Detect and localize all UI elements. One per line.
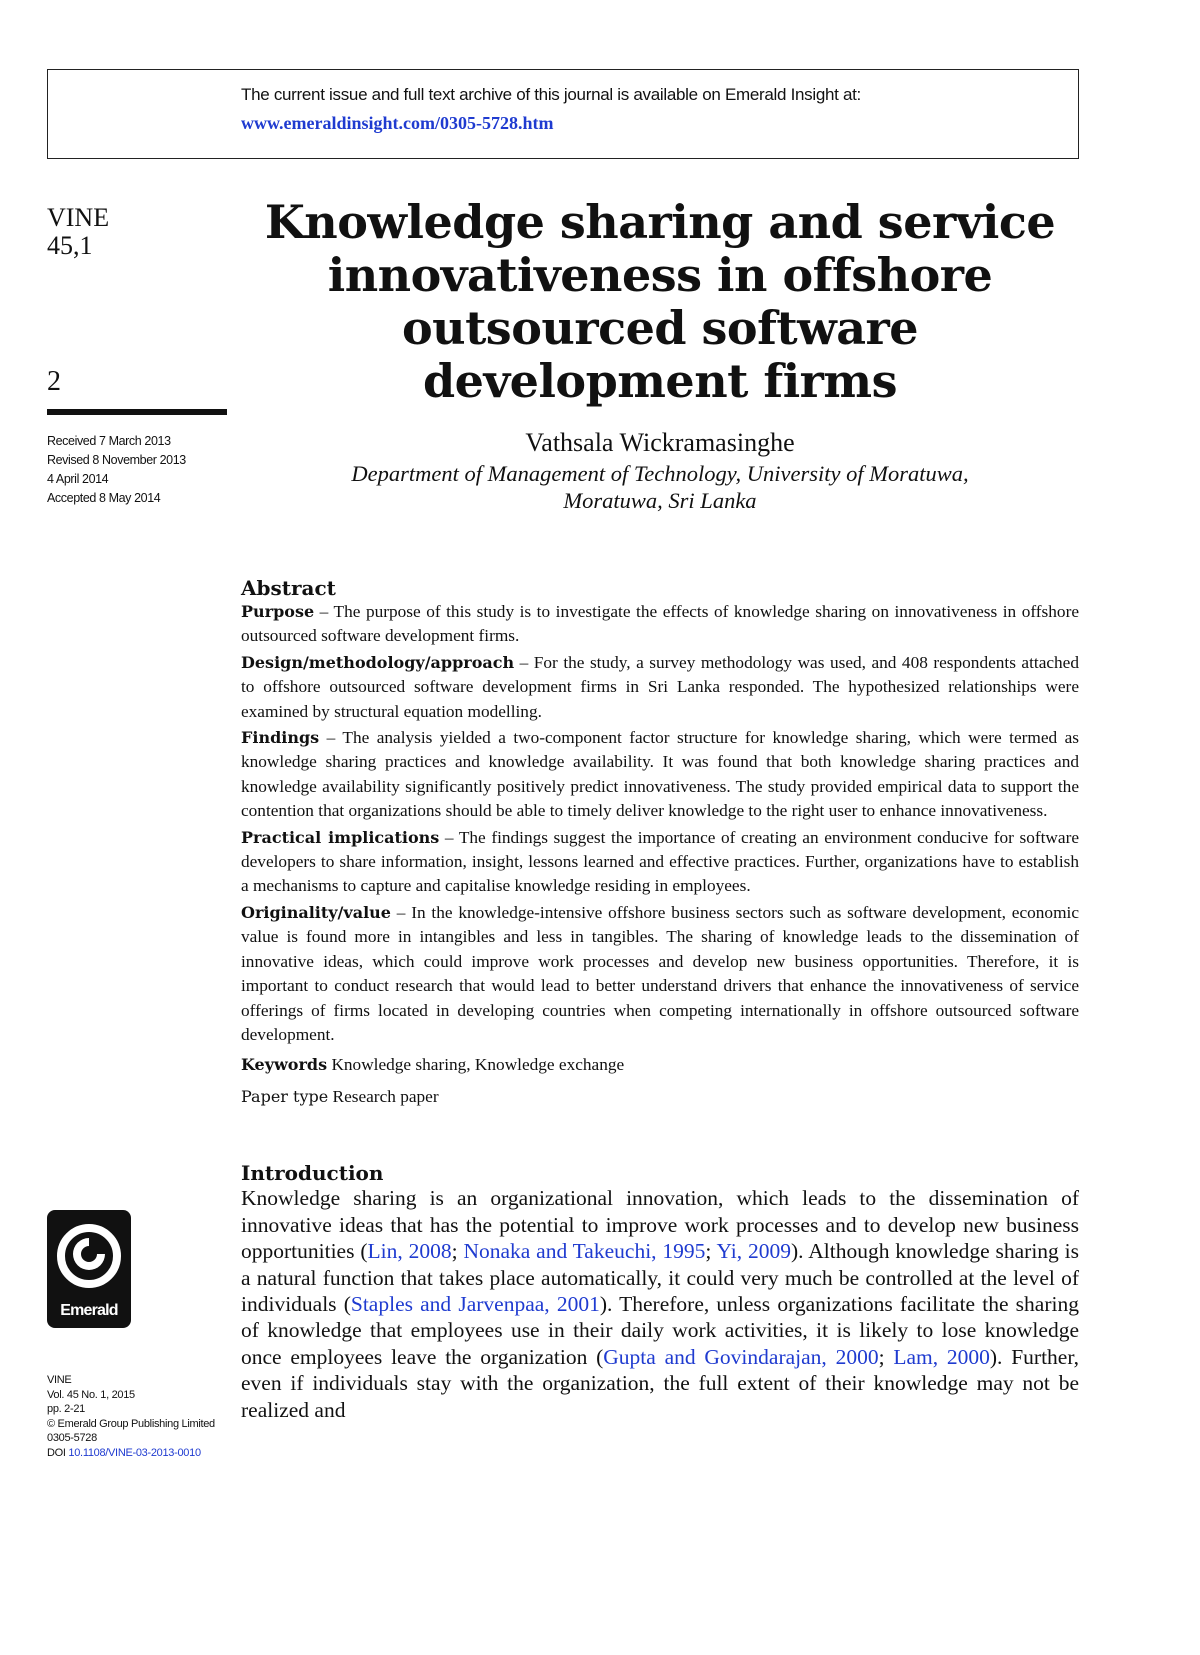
citation-link[interactable]: Gupta and Govindarajan, 2000: [603, 1344, 879, 1369]
section-text: – For the study, a survey methodology was used, and 408 respondents attached to offshore outsourced software development firms in Sri Lanka responded. The hypothesized relationships were examined by structural equation modelling.: [241, 652, 1079, 721]
intro-text: Knowledge sharing is an organizational innovation, which leads to the dissemination of innovative ideas that has the potential to improve work processes and to develop new business opportunities (: [241, 1186, 1079, 1264]
section-label: Practical implications: [241, 827, 440, 847]
pub-journal: VINE: [47, 1374, 72, 1386]
citation-link[interactable]: Lam, 2000: [893, 1344, 990, 1369]
intro-text: ;: [705, 1239, 717, 1264]
section-label: Purpose: [241, 602, 315, 621]
section-label: Design/methodology/approach: [241, 652, 515, 672]
keywords-label: Keywords: [241, 1055, 328, 1075]
main-content: [241, 576, 1079, 1423]
section-label: Originality/value: [241, 902, 391, 922]
citation-link[interactable]: Staples and Jarvenpaa, 2001: [350, 1291, 600, 1316]
revised-date: Revised 8 November 2013: [47, 453, 186, 467]
journal-url-link[interactable]: www.emeraldinsight.com/0305-5728.htm: [241, 113, 554, 133]
pub-doi: [47, 1446, 215, 1461]
intro-text: ;: [451, 1239, 464, 1264]
title-line: innovativeness in offshore: [327, 248, 993, 302]
logo-label: Emerald: [60, 1302, 118, 1319]
page-number: 2: [47, 366, 61, 397]
abstract-purpose: [241, 600, 1079, 649]
accepted-date: Accepted 8 May 2014: [47, 491, 161, 505]
intro-text: ). Therefore, unless organizations facilitate the sharing of knowledge that employees use in their daily work activities, it is likely to lose knowledge once employees leave the organization (: [241, 1291, 1079, 1369]
abstract-originality: [241, 901, 1079, 1047]
section-text: – The findings suggest the importance of creating an environment conducive for software developers to share information, insight, lessons learned and effective practices. Further, organizations have to establish a mechanisms to capture and capitalise knowledge residing in employees.: [241, 827, 1079, 896]
article-dates: [47, 432, 186, 508]
intro-text: ;: [878, 1344, 894, 1369]
intro-text: ). Although knowledge sharing is a natural function that takes place automatically, it could very much be controlled at the level of individuals (: [241, 1239, 1080, 1316]
emerald-logo: [47, 1210, 131, 1328]
revised-date-2: 4 April 2014: [47, 472, 109, 486]
citation-link[interactable]: Nonaka and Takeuchi, 1995: [463, 1239, 706, 1264]
journal-volume: 45,1: [47, 231, 93, 260]
introduction-paragraph: [241, 1185, 1079, 1423]
received-date: Received 7 March 2013: [47, 434, 171, 448]
journal-notice-box: [47, 69, 1079, 159]
emerald-swirl-icon: [55, 1220, 123, 1292]
citation-link[interactable]: Lin, 2008: [367, 1239, 452, 1264]
intro-text: ). Further, even if individuals stay with the organization, the full extent of their knowledge may not be realized and: [241, 1344, 1080, 1422]
title-line: development firms: [423, 354, 897, 408]
introduction-heading: Introduction: [241, 1161, 384, 1186]
pub-issn: 0305-5728: [47, 1432, 97, 1444]
section-text: – In the knowledge-intensive offshore business sectors such as software development, economic value is found more in intangibles and less in tangibles. The sharing of knowledge leads to the dissemination of innovative ideas, which could improve work processes and develop new business opportunities. Therefore, it is important to conduct research that would lead to better understand drivers that enhance the innovativeness of service offerings of firms located in developing countries when competing internationally in offshore outsourced software development.: [241, 902, 1079, 1044]
paper-type: [241, 1085, 1079, 1109]
pub-pages: pp. 2-21: [47, 1403, 85, 1415]
section-text: – The analysis yielded a two-component factor structure for knowledge sharing, which were termed as knowledge sharing practices and knowledge availability. It was found that both knowledge sharing practices and knowledge availability significantly positively predict innovativeness. The study provided empirical data to support the contention that organizations should be able to timely deliver knowledge to the right user to enhance innovativeness.: [241, 728, 1079, 821]
section-label: Findings: [241, 728, 320, 748]
journal-citation: [47, 204, 109, 260]
paper-type-value: Research paper: [332, 1087, 439, 1107]
affiliation-line: Department of Management of Technology, University of Moratuwa,: [351, 461, 969, 486]
doi-label: DOI: [47, 1446, 66, 1459]
abstract-heading: Abstract: [241, 576, 336, 600]
abstract-implications: [241, 826, 1079, 899]
article-title: [240, 196, 1080, 408]
paper-type-label: Paper type: [241, 1087, 329, 1107]
keywords: [241, 1053, 1079, 1077]
title-line: outsourced software: [401, 301, 919, 355]
publication-info: [47, 1373, 215, 1460]
author-name: Vathsala Wickramasinghe: [525, 428, 795, 457]
abstract-findings: [241, 726, 1079, 824]
affiliation-line: Moratuwa, Sri Lanka: [563, 488, 757, 513]
title-line: Knowledge sharing and service: [264, 195, 1056, 249]
author-affiliation: [240, 460, 1080, 514]
pub-volume: Vol. 45 No. 1, 2015: [47, 1388, 135, 1401]
journal-name: VINE: [47, 203, 110, 232]
doi-link[interactable]: 10.1108/VINE-03-2013-0010: [68, 1446, 201, 1459]
journal-notice-text: The current issue and full text archive of this journal is available on Emerald Insight at:: [241, 85, 861, 104]
pub-publisher: © Emerald Group Publishing Limited: [47, 1417, 215, 1430]
abstract-design: [241, 651, 1079, 724]
keywords-value: Knowledge sharing, Knowledge exchange: [331, 1055, 625, 1075]
margin-rule: [47, 409, 227, 415]
section-text: – The purpose of this study is to investigate the effects of knowledge sharing on innovativeness in offshore outsourced software development firms.: [241, 602, 1079, 646]
citation-link[interactable]: Yi, 2009: [716, 1239, 792, 1264]
